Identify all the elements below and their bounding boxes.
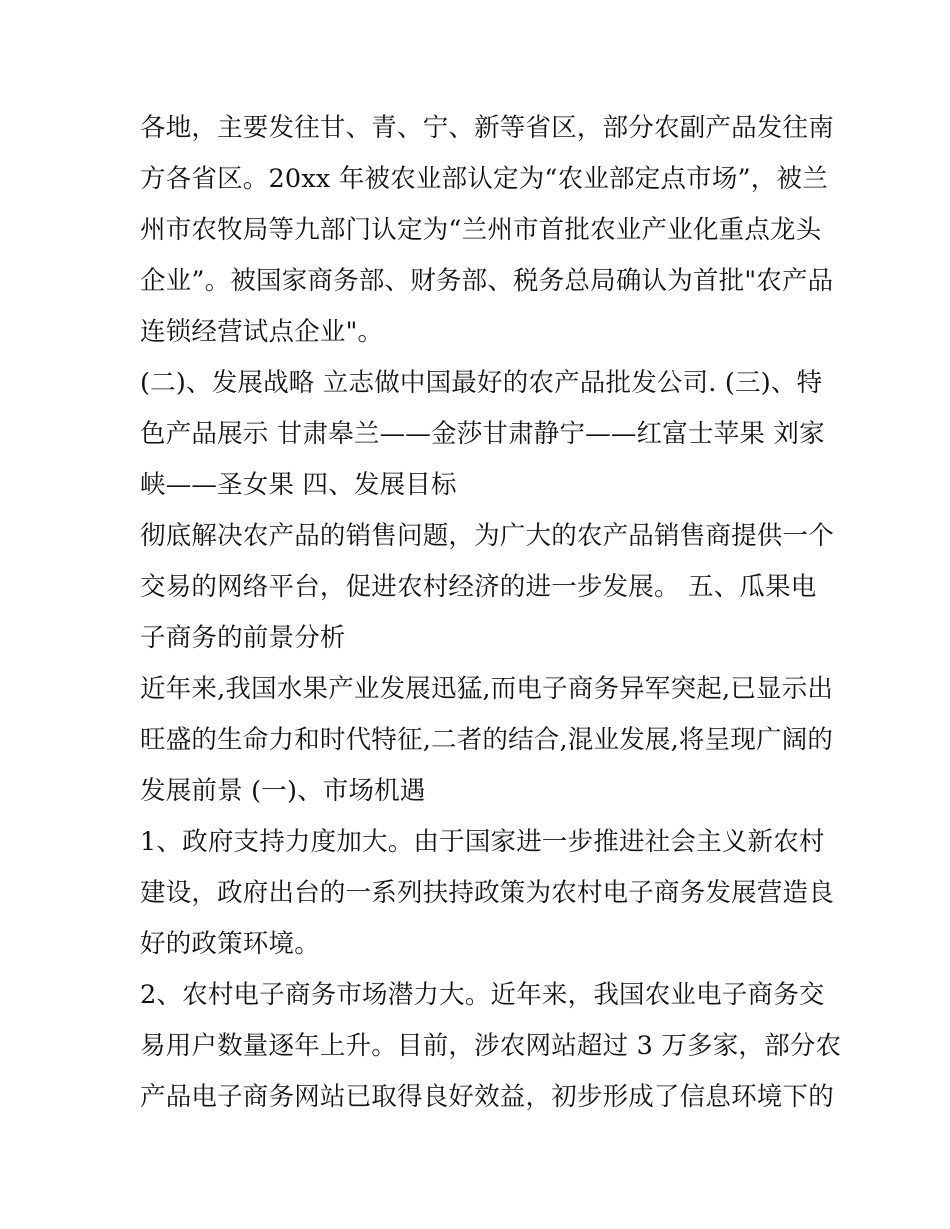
text-line: 建设，政府出台的一系列扶持政策为农村电子商务发展营造良	[140, 878, 834, 908]
text-line: 2、农村电子商务市场潜力大。近年来，我国农业电子商务交	[140, 980, 825, 1010]
text-line: 各地，主要发往甘、青、宁、新等省区，部分农副产品发往南	[140, 113, 834, 143]
text-line: 产品电子商务网站已取得良好效益，初步形成了信息环境下的	[140, 1082, 834, 1112]
text-line: 好的政策环境。	[140, 929, 320, 959]
text-line: 方各省区。20xx 年被农业部认定为“农业部定点市场”，被兰	[140, 164, 828, 194]
text-line: 近年来,我国水果产业发展迅猛,而电子商务异军突起,已显示出	[140, 674, 834, 704]
text-line: 1、政府支持力度加大。由于国家进一步推进社会主义新农村	[140, 827, 825, 857]
text-line: 旺盛的生命力和时代特征,二者的结合,混业发展,将呈现广阔的	[140, 725, 834, 755]
text-line: 色产品展示 甘肃皋兰——金莎甘肃静宁——红富士苹果 刘家	[140, 419, 825, 449]
text-line: 连锁经营试点企业"。	[140, 317, 384, 347]
text-line: 交易的网络平台，促进农村经济的进一步发展。 五、瓜果电	[140, 572, 817, 602]
text-line: 子商务的前景分析	[140, 623, 346, 653]
text-line: 彻底解决农产品的销售问题，为广大的农产品销售商提供一个	[140, 521, 834, 551]
text-line: 峡——圣女果 四、发展目标	[140, 470, 457, 500]
text-line: (二)、发展战略 立志做中国最好的农产品批发公司. (三)、特	[140, 368, 823, 398]
text-line: 发展前景 (一)、市场机遇	[140, 776, 426, 806]
text-line: 企业”。被国家商务部、财务部、税务总局确认为首批"农产品	[140, 266, 834, 296]
text-line: 州市农牧局等九部门认定为“兰州市首批农业产业化重点龙头	[140, 215, 822, 245]
text-line: 易用户数量逐年上升。目前，涉农网站超过 3 万多家，部分农	[140, 1031, 842, 1061]
